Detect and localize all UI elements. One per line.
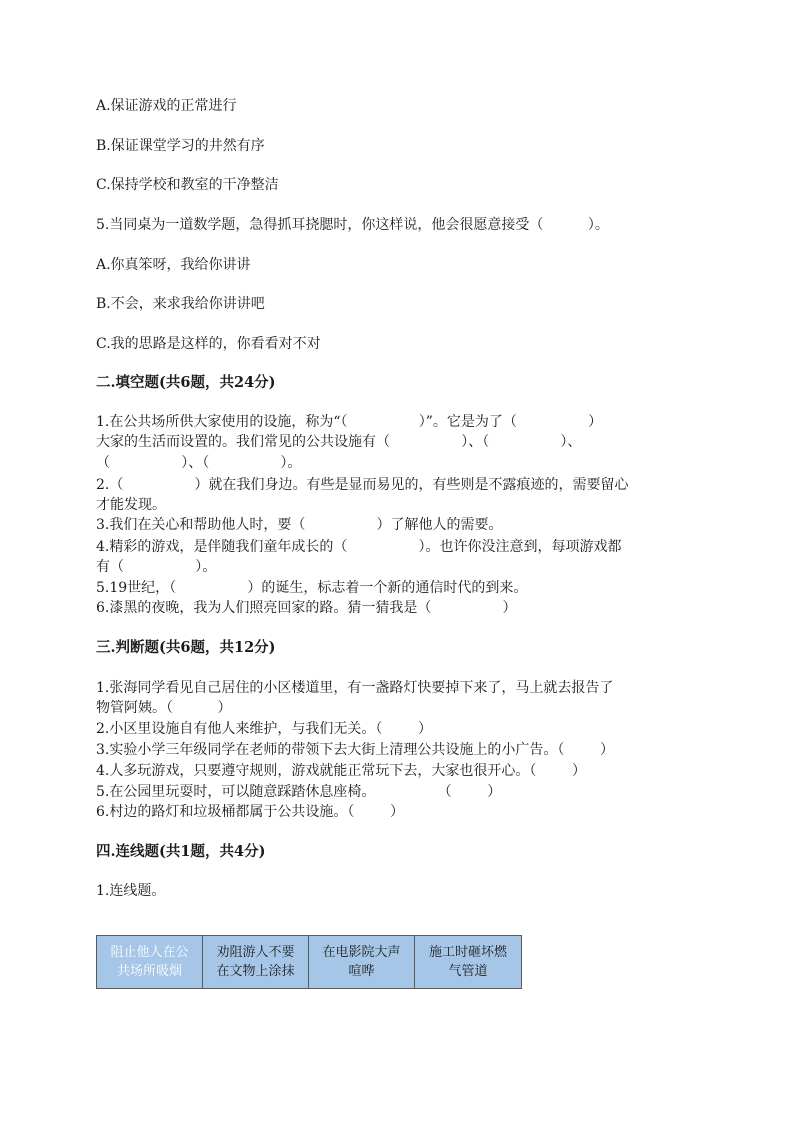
matching-cell-1[interactable]: 阻止他人在公共场所吸烟 <box>97 936 203 988</box>
judge-line-6: 5.在公园里玩耍时，可以随意踩踏休息座椅。 （ ） <box>96 784 502 800</box>
matching-table <box>96 935 522 989</box>
judge-line-4: 3.实验小学三年级同学在老师的带领下去大街上清理公共设施上的小广告。（ ） <box>96 742 614 758</box>
fill-line-4: 2.（ ）就在我们身边。有些是显而易见的，有些则是不露痕迹的，需要留心 <box>96 477 629 493</box>
fill-line-2: 大家的生活而设置的。我们常见的公共设施有（ ）、（ ）、 <box>96 434 582 450</box>
q5-option-a: A.你真笨呀，我给你讲讲 <box>96 257 251 273</box>
judge-line-7: 6.村边的路灯和垃圾桶都属于公共设施。（ ） <box>96 804 404 820</box>
q5-stem: 5.当同桌为一道数学题，急得抓耳挠腮时，你这样说，他会很愿意接受（ ）。 <box>96 217 609 233</box>
fill-line-9: 5.19世纪，（ ）的诞生，标志着一个新的通信时代的到来。 <box>96 580 528 596</box>
matching-cell-3[interactable]: 在电影院大声喧哗 <box>309 936 415 988</box>
q4-option-c: C.保持学校和教室的干净整洁 <box>96 177 279 193</box>
fill-line-6: 3.我们在关心和帮助他人时，要（ ）了解他人的需要。 <box>96 517 503 533</box>
q4-option-b: B.保证课堂学习的井然有序 <box>96 138 265 154</box>
matching-cell-4[interactable]: 施工时砸坏燃气管道 <box>415 936 521 988</box>
fill-line-8: 有（ ）。 <box>96 559 217 575</box>
section-2-title: 二.填空题(共6题，共24分) <box>96 374 276 391</box>
q4-option-a: A.保证游戏的正常进行 <box>96 98 237 114</box>
matching-cell-2[interactable]: 劝阻游人不要在文物上涂抹 <box>203 936 309 988</box>
section-4-title: 四.连线题(共1题，共4分) <box>96 843 266 860</box>
section-3-title: 三.判断题(共6题，共12分) <box>96 639 276 656</box>
fill-line-3: （ ）、（ ）。 <box>96 455 302 471</box>
q5-option-b: B.不会，来求我给你讲讲吧 <box>96 296 265 312</box>
judge-line-2: 物管阿姨。（ ） <box>96 700 232 716</box>
matching-question: 1.连线题。 <box>96 883 166 899</box>
q5-option-c: C.我的思路是这样的，你看看对不对 <box>96 336 321 352</box>
fill-line-10: 6.漆黑的夜晚，我为人们照亮回家的路。猜一猜我是（ ） <box>96 600 517 616</box>
judge-line-1: 1.张海同学看见自己居住的小区楼道里，有一盏路灯快要掉下来了，马上就去报告了 <box>96 680 614 696</box>
fill-line-5: 才能发现。 <box>96 497 166 513</box>
judge-line-3: 2.小区里设施自有他人来维护，与我们无关。（ ） <box>96 721 432 737</box>
fill-line-7: 4.精彩的游戏，是伴随我们童年成长的（ ）。也许你没注意到，每项游戏都 <box>96 539 622 555</box>
fill-line-1: 1.在公共场所供大家使用的设施，称为“（ ）”。它是为了（ ） <box>96 414 603 430</box>
judge-line-5: 4.人多玩游戏，只要遵守规则，游戏就能正常玩下去，大家也很开心。（ ） <box>96 763 586 779</box>
